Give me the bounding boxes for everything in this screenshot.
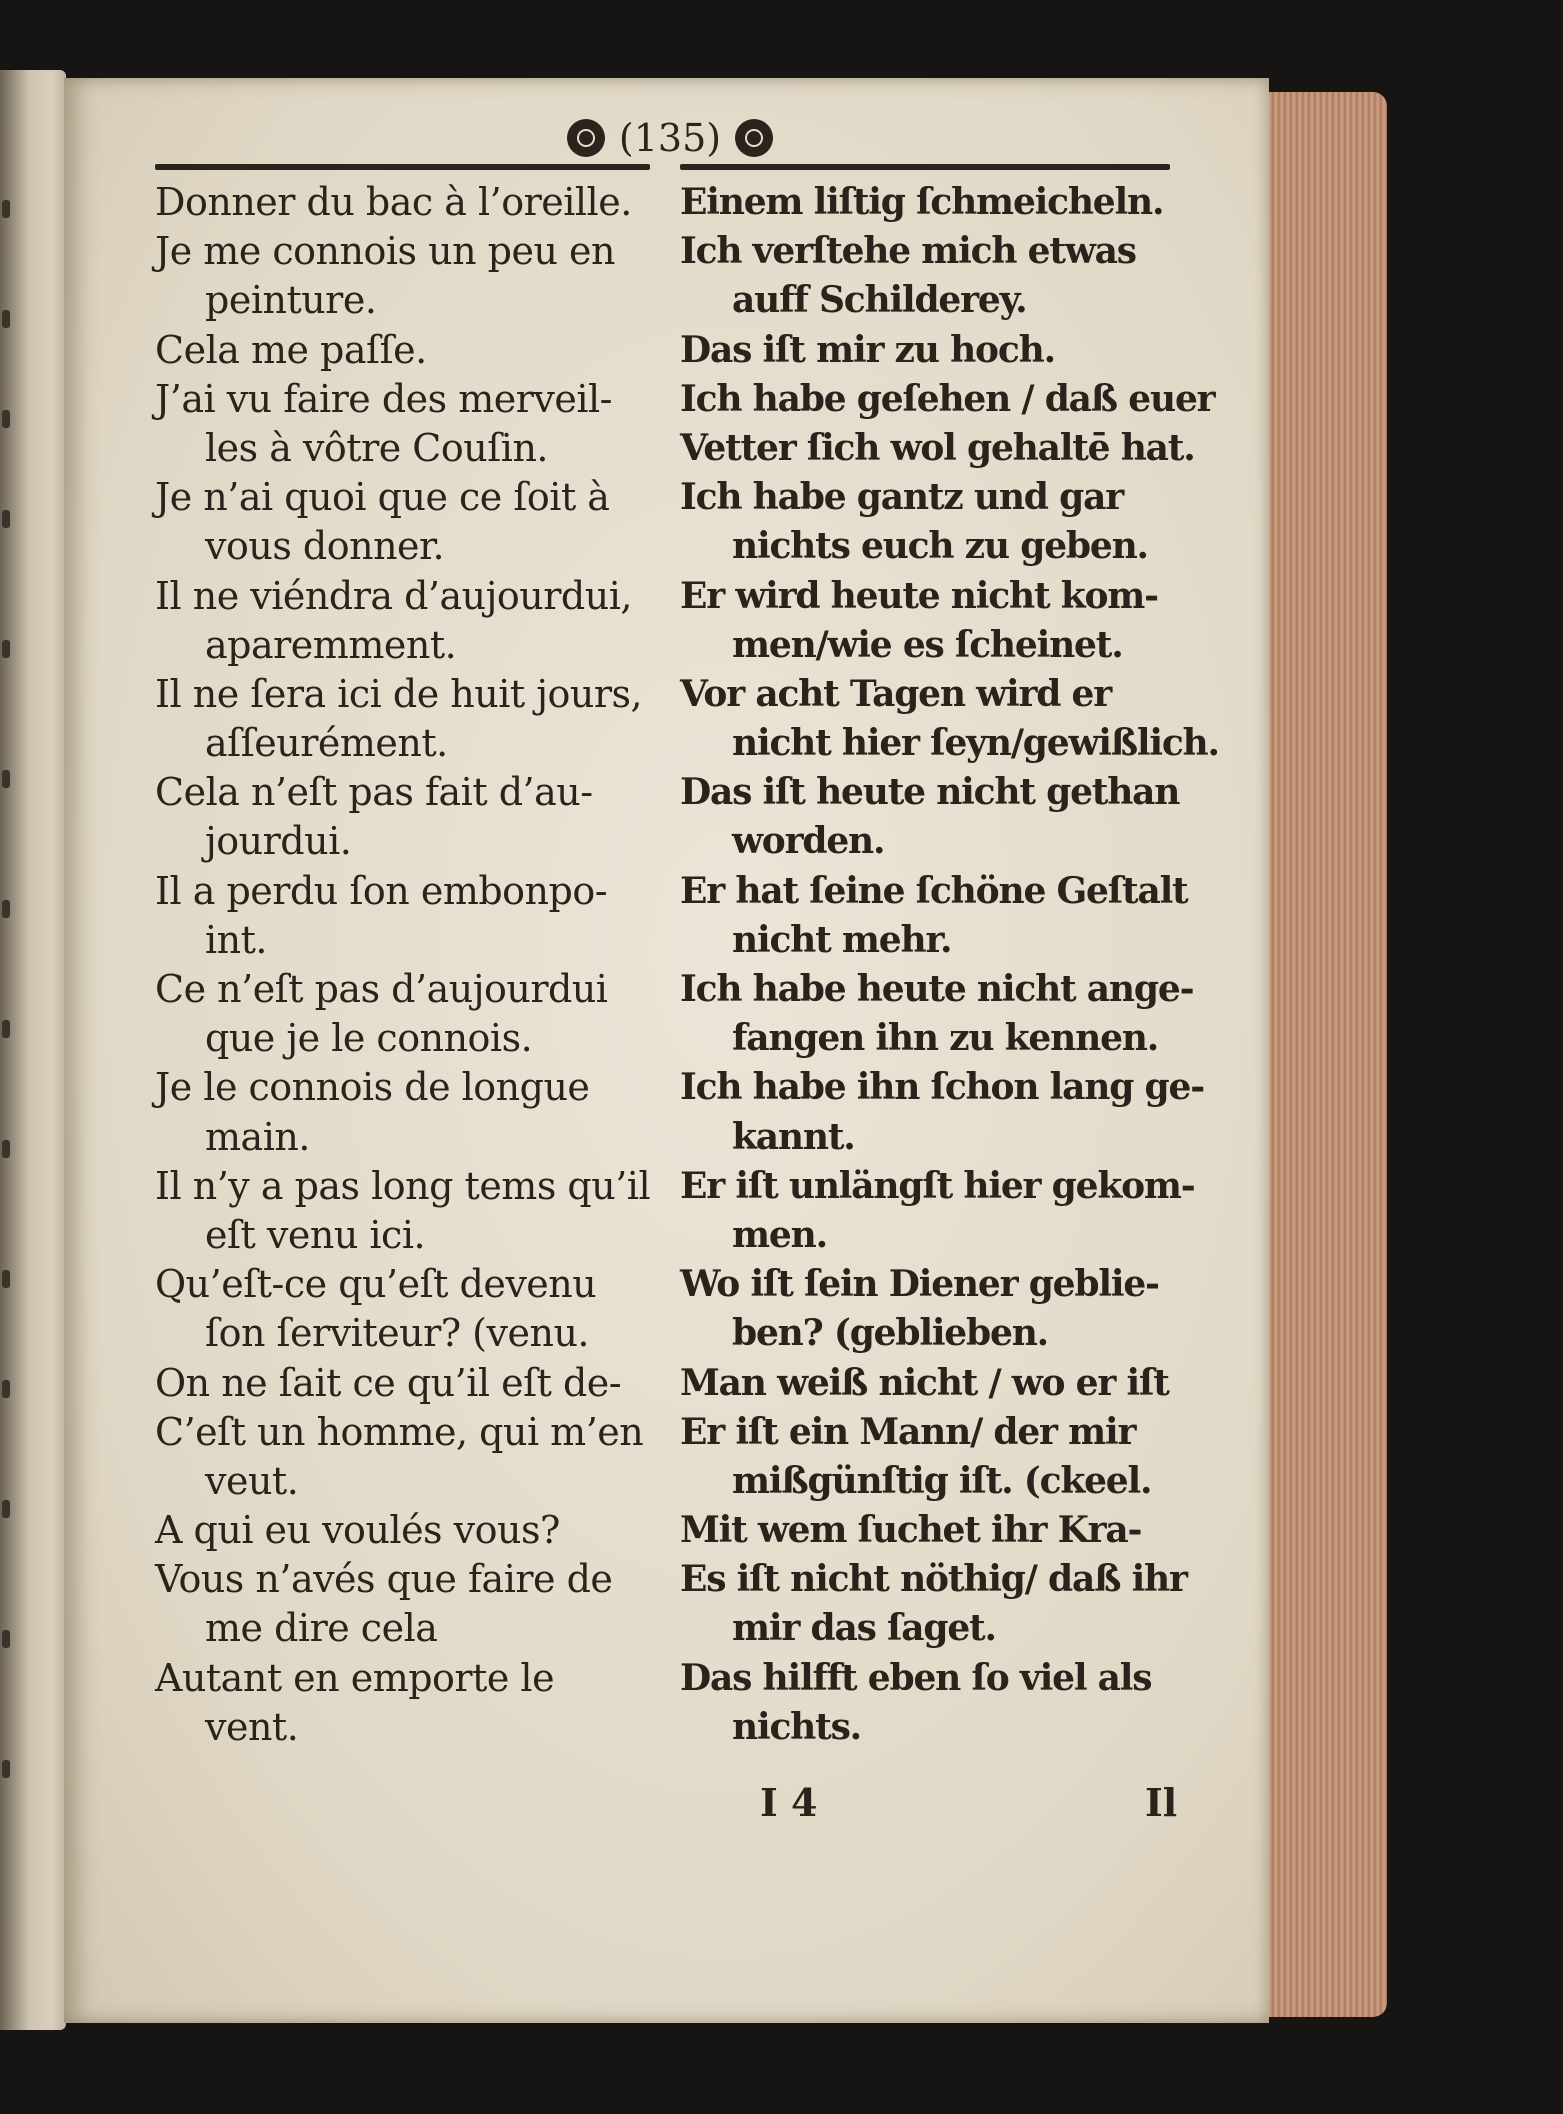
german-line: nichts. <box>732 1705 861 1748</box>
german-line: Das hilfft eben ſo viel als <box>680 1656 1152 1699</box>
german-line: Vor acht Tagen wird er <box>680 672 1111 715</box>
german-line: nicht hier ſeyn/gewißlich. <box>732 722 1219 765</box>
german-line: Man weiß nicht / wo er iſt <box>680 1361 1169 1404</box>
french-line: Cela n’eſt pas fait d’au- <box>155 770 593 815</box>
german-line: nichts euch zu geben. <box>732 525 1148 568</box>
german-line: Er iſt ein Mann/ der mir <box>680 1410 1136 1453</box>
page-number: (135) <box>618 116 722 160</box>
german-line: Er wird heute nicht kom- <box>680 574 1158 617</box>
french-line: Il n’y a pas long tems qu’il <box>155 1163 651 1208</box>
page-header <box>560 110 780 166</box>
french-line: eſt venu ici. <box>205 1212 426 1257</box>
french-line: jourdui. <box>205 819 352 864</box>
french-line: main. <box>205 1114 310 1159</box>
german-line: Wo iſt ſein Diener geblie- <box>680 1263 1159 1306</box>
french-line: A qui eu voulés vous? <box>155 1508 560 1553</box>
french-line: veut. <box>205 1458 299 1503</box>
french-line: Qu’eſt-ce qu’eſt devenu <box>155 1262 597 1307</box>
header-rule-left <box>155 164 650 170</box>
left-page-text-remnants <box>0 80 20 1980</box>
german-line: Ich habe heute nicht ange- <box>680 968 1194 1010</box>
german-line: Vetter ſich wol gehaltē hat. <box>680 426 1195 469</box>
french-line: Il ne ſera ici de huit jours, <box>155 671 643 716</box>
french-line: Je me connois un peu en <box>155 229 615 274</box>
french-line: Autant en emporte le <box>155 1655 555 1700</box>
german-line: Ich habe geſehen / daß euer <box>680 377 1215 420</box>
french-line: C’eſt un homme, qui m’en <box>155 1409 644 1454</box>
french-line: aparemment. <box>205 622 457 667</box>
french-line: ſon ſerviteur? (venu. <box>205 1311 589 1356</box>
german-line: auff Schilderey. <box>732 279 1027 322</box>
french-column <box>155 178 655 1752</box>
french-line: aſſeurément. <box>205 721 448 766</box>
german-column <box>680 178 1219 1752</box>
german-line: Ich verſtehe mich etwas <box>680 230 1136 273</box>
catchword: Il <box>1145 1780 1178 1825</box>
french-line: int. <box>205 917 267 962</box>
french-line: Je le connois de longue <box>155 1065 590 1110</box>
german-line: men/wie es ſcheinet. <box>732 623 1123 666</box>
german-line: worden. <box>732 820 885 863</box>
header-rule-right <box>680 164 1170 170</box>
french-line: vent. <box>205 1704 299 1749</box>
french-line: que je le connois. <box>205 1016 533 1061</box>
flower-ornament-icon <box>567 119 605 157</box>
german-line: mißgünſtig iſt. (ckeel. <box>732 1459 1152 1502</box>
french-line: Il a perdu ſon embonpo- <box>155 868 608 913</box>
german-line: Er hat ſeine ſchöne Geſtalt <box>680 869 1188 912</box>
german-line: Einem liſtig ſchmeicheln. <box>680 181 1164 223</box>
german-line: mir das ſaget. <box>732 1607 996 1650</box>
flower-ornament-icon <box>735 119 773 157</box>
french-line: Vous n’avés que faire de <box>155 1557 613 1602</box>
french-line: Cela me paſſe. <box>155 327 427 372</box>
french-line: On ne ſait ce qu’il eſt de- <box>155 1360 622 1405</box>
french-line: les à vôtre Couſin. <box>205 425 549 470</box>
french-line: vous donner. <box>205 524 445 569</box>
german-line: Ich habe ihn ſchon lang ge- <box>680 1066 1204 1109</box>
french-line: Il ne viéndra d’aujourdui, <box>155 573 632 618</box>
german-line: nicht mehr. <box>732 918 952 961</box>
german-line: fangen ihn zu kennen. <box>732 1017 1159 1060</box>
german-line: Das iſt mir zu hoch. <box>680 328 1055 371</box>
german-line: Er iſt unlängſt hier gekom- <box>680 1164 1195 1207</box>
german-line: Ich habe gantz und gar <box>680 476 1123 519</box>
german-line: ben? (geblieben. <box>732 1312 1048 1355</box>
signature-mark: I 4 <box>760 1780 818 1825</box>
french-line: Donner du bac à l’oreille. <box>155 180 632 224</box>
french-line: Ce n’eſt pas d’aujourdui <box>155 967 608 1011</box>
french-line: peinture. <box>205 278 377 323</box>
french-line: me dire cela <box>205 1606 438 1651</box>
german-line: men. <box>732 1213 827 1256</box>
french-line: J’ai vu faire des merveil- <box>155 376 613 421</box>
french-line: Je n’ai quoi que ce ſoit à <box>155 475 610 520</box>
german-line: Es iſt nicht nöthig/ daß ihr <box>680 1558 1187 1601</box>
german-line: Mit wem ſuchet ihr Kra- <box>680 1509 1142 1552</box>
german-line: kannt. <box>732 1115 855 1158</box>
page-block-edge <box>1255 92 1387 2017</box>
german-line: Das iſt heute nicht gethan <box>680 771 1180 814</box>
